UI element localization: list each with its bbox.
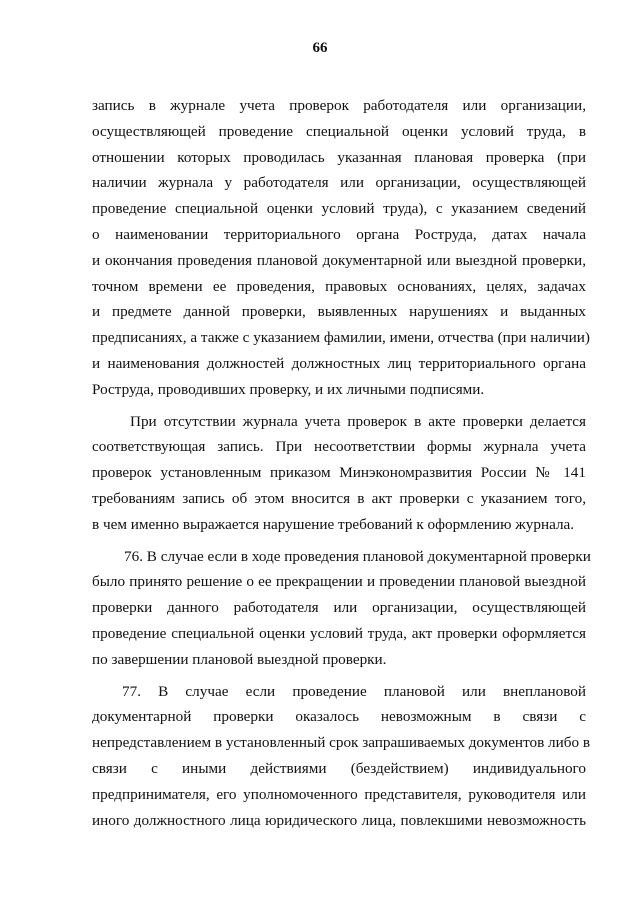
- text-line: При отсутствии журнала учета проверок в акте проверки делается: [130, 412, 586, 430]
- paragraph-record-in-journal: [92, 93, 590, 403]
- text-line: соответствующая запись. При несоответствии формы журнала учета: [92, 438, 586, 456]
- text-line: проверки данного работодателя или организации, осуществляющей: [92, 599, 586, 617]
- document-body: [92, 93, 591, 833]
- text-line: проверок установленным приказом Минэкономразвития России № 141: [92, 464, 586, 482]
- paragraph-no-journal: [92, 409, 586, 538]
- text-line: проведение специальной оценки условий труда), с указанием сведений: [92, 200, 586, 218]
- text-line: предписаниях, а также с указанием фамилии, имени, отчества (при наличии): [92, 329, 590, 347]
- text-line: требованиям запись об этом вносится в акт проверки с указанием того,: [92, 489, 586, 507]
- text-line: отношении которых проводилась указанная плановая проверка (при: [92, 148, 586, 166]
- page-number: 66: [312, 40, 328, 56]
- text-line: проведение специальной оценки условий труда, акт проверки оформляется: [92, 624, 586, 642]
- text-line: 77. В случае если проведение плановой или внеплановой: [122, 682, 586, 700]
- text-line: по завершении плановой выездной проверки.: [92, 650, 387, 668]
- text-line: документарной проверки оказалось невозможным в связи с: [92, 708, 586, 726]
- text-line: Роструда, проводивших проверку, и их личными подписями.: [92, 380, 485, 398]
- paragraph-clause-76: [92, 544, 591, 673]
- text-line: и окончания проведения плановой документарной или выездной проверки,: [92, 251, 586, 269]
- text-line: и предмете данной проверки, выявленных нарушениях и выданных: [92, 303, 586, 321]
- text-line: осуществляющей проведение специальной оценки условий труда, в: [92, 122, 586, 140]
- text-line: и наименования должностей должностных лиц территориального органа: [92, 354, 586, 372]
- text-line: точном времени ее проведения, правовых основаниях, целях, задачах: [92, 277, 586, 295]
- text-line: 76. В случае если в ходе проведения плановой документарной проверки: [124, 547, 591, 565]
- text-line: непредставлением в установленный срок запрашиваемых документов либо в: [92, 734, 591, 752]
- text-line: было принято решение о ее прекращении и проведении плановой выездной: [92, 573, 586, 591]
- text-line: о наименовании территориального органа Роструда, датах начала: [92, 225, 586, 243]
- text-line: предпринимателя, его уполномоченного представителя, руководителя или: [92, 785, 586, 803]
- text-line: наличии журнала у работодателя или организации, осуществляющей: [92, 174, 586, 192]
- text-line: запись в журнале учета проверок работодателя или организации,: [92, 97, 586, 114]
- text-line: связи с иными действиями (бездействием) индивидуального: [92, 759, 586, 777]
- paragraph-clause-77: [92, 679, 591, 834]
- text-line: иного должностного лица юридического лица, повлекшими невозможность: [92, 811, 586, 829]
- text-line: в чем именно выражается нарушение требований к оформлению журнала.: [92, 515, 575, 533]
